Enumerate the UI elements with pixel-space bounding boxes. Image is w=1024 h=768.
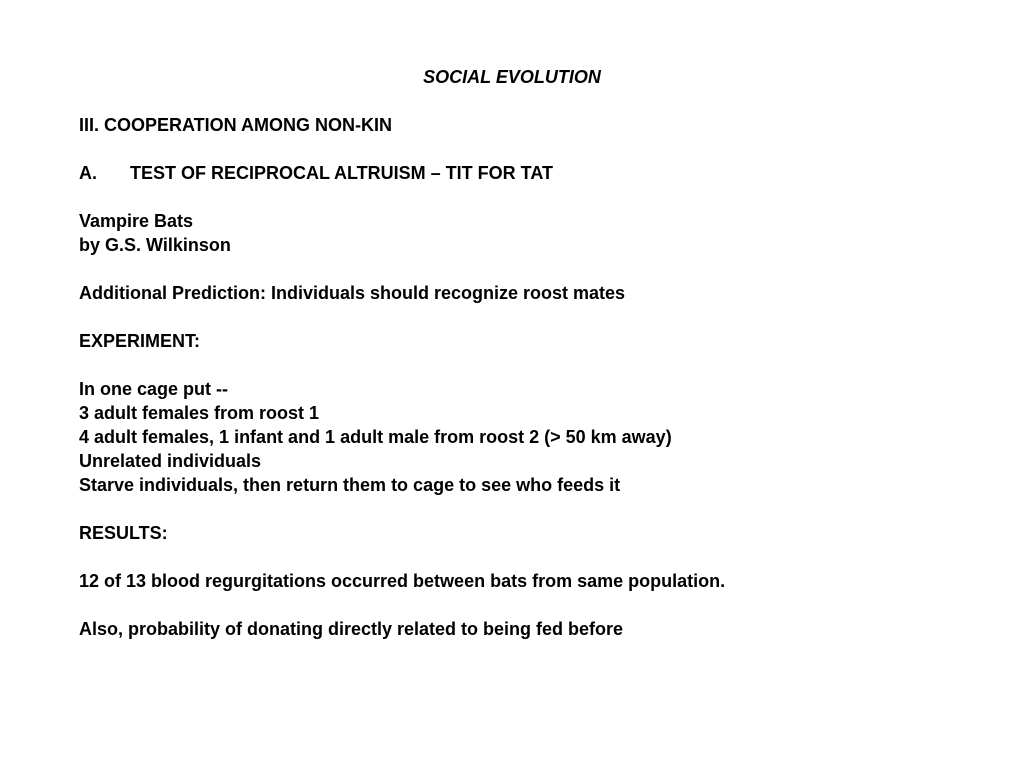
study-title: Vampire Bats bbox=[79, 211, 194, 231]
results-heading: RESULTS: bbox=[79, 523, 168, 543]
results-line: Also, probability of donating directly related to being fed before bbox=[79, 619, 624, 639]
subsection-letter: A. bbox=[79, 163, 97, 183]
subsection-text: TEST OF RECIPROCAL ALTRUISM – TIT FOR TAT bbox=[130, 163, 553, 183]
section-heading: III. COOPERATION AMONG NON-KIN bbox=[79, 115, 392, 135]
experiment-line: In one cage put -- bbox=[79, 379, 229, 399]
prediction-text: Additional Prediction: Individuals should recognize roost mates bbox=[79, 283, 626, 303]
results-line: 12 of 13 blood regurgitations occurred between bats from same population. bbox=[79, 571, 726, 591]
experiment-line: Unrelated individuals bbox=[79, 451, 262, 471]
experiment-heading: EXPERIMENT: bbox=[79, 331, 201, 351]
subsection-heading bbox=[79, 162, 553, 184]
experiment-line: 4 adult females, 1 infant and 1 adult male from roost 2 (> 50 km away) bbox=[79, 427, 672, 447]
study-author: by G.S. Wilkinson bbox=[79, 235, 231, 255]
experiment-line: Starve individuals, then return them to cage to see who feeds it bbox=[79, 475, 621, 495]
experiment-line: 3 adult females from roost 1 bbox=[79, 403, 320, 423]
slide-title: SOCIAL EVOLUTION bbox=[423, 67, 601, 87]
